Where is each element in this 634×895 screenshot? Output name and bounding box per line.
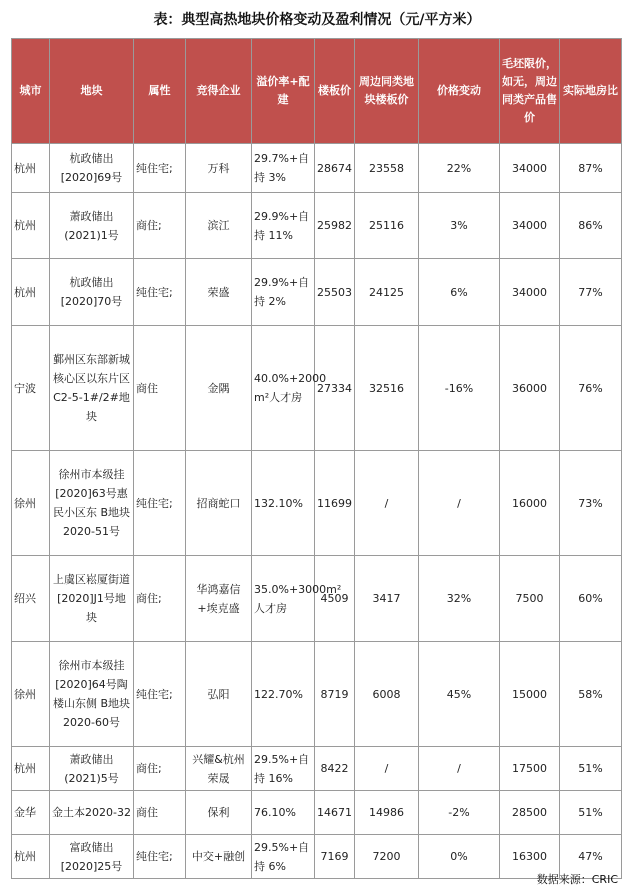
cell-ratio: 51%: [560, 791, 622, 835]
cell-premium: 35.0%+3000m²人才房: [252, 556, 315, 642]
cell-plot: 杭政储出[2020]70号: [50, 259, 134, 326]
header-cap: 毛坯限价，如无，周边同类产品售价: [500, 39, 560, 144]
cell-cap: 16000: [500, 451, 560, 556]
cell-city: 杭州: [12, 835, 50, 879]
cell-cap: 36000: [500, 326, 560, 451]
cell-developer: 金隅: [186, 326, 252, 451]
cell-developer: 弘阳: [186, 642, 252, 747]
cell-plot: 上虞区崧厦街道[2020]J1号地块: [50, 556, 134, 642]
cell-ratio: 47%: [560, 835, 622, 879]
table-row: [12, 451, 622, 556]
cell-attr: 纯住宅;: [134, 451, 186, 556]
cell-premium: 29.9%+自持 11%: [252, 193, 315, 259]
cell-floor-price: 8719: [315, 642, 355, 747]
cell-change: /: [419, 747, 500, 791]
cell-change: 45%: [419, 642, 500, 747]
cell-city: 宁波: [12, 326, 50, 451]
cell-change: 32%: [419, 556, 500, 642]
header-attr: 属性: [134, 39, 186, 144]
cell-change: -2%: [419, 791, 500, 835]
cell-peer-floor: /: [355, 747, 419, 791]
cell-ratio: 60%: [560, 556, 622, 642]
cell-attr: 商住: [134, 326, 186, 451]
table-row: [12, 747, 622, 791]
header-city: 城市: [12, 39, 50, 144]
cell-change: -16%: [419, 326, 500, 451]
cell-city: 杭州: [12, 193, 50, 259]
cell-developer: 兴耀&杭州荣晟: [186, 747, 252, 791]
cell-plot: 萧政储出(2021)5号: [50, 747, 134, 791]
cell-ratio: 51%: [560, 747, 622, 791]
cell-premium: 29.7%+自持 3%: [252, 144, 315, 193]
cell-plot: 金土本2020-32: [50, 791, 134, 835]
cell-premium: 132.10%: [252, 451, 315, 556]
cell-peer-floor: 3417: [355, 556, 419, 642]
cell-city: 徐州: [12, 642, 50, 747]
cell-cap: 28500: [500, 791, 560, 835]
table-row: [12, 259, 622, 326]
cell-attr: 商住;: [134, 556, 186, 642]
cell-attr: 商住;: [134, 193, 186, 259]
land-price-table: [11, 38, 622, 879]
table-row: [12, 193, 622, 259]
cell-city: 杭州: [12, 747, 50, 791]
table-body: [12, 144, 622, 879]
cell-floor-price: 7169: [315, 835, 355, 879]
cell-attr: 商住;: [134, 747, 186, 791]
table-row: [12, 791, 622, 835]
header-row: [12, 39, 622, 144]
header-floor-price: 楼板价: [315, 39, 355, 144]
table-row: [12, 835, 622, 879]
cell-cap: 7500: [500, 556, 560, 642]
cell-ratio: 77%: [560, 259, 622, 326]
cell-change: 6%: [419, 259, 500, 326]
table-row: [12, 556, 622, 642]
cell-change: 0%: [419, 835, 500, 879]
cell-plot: 杭政储出[2020]69号: [50, 144, 134, 193]
header-change: 价格变动: [419, 39, 500, 144]
cell-city: 绍兴: [12, 556, 50, 642]
cell-floor-price: 27334: [315, 326, 355, 451]
cell-cap: 16300: [500, 835, 560, 879]
data-source-note: 数据来源：CRIC: [536, 873, 618, 886]
table-row: [12, 326, 622, 451]
cell-peer-floor: 7200: [355, 835, 419, 879]
cell-cap: 15000: [500, 642, 560, 747]
cell-peer-floor: 24125: [355, 259, 419, 326]
cell-premium: 29.9%+自持 2%: [252, 259, 315, 326]
cell-floor-price: 11699: [315, 451, 355, 556]
cell-plot: 徐州市本级挂[2020]63号惠民小区东 B地块2020-51号: [50, 451, 134, 556]
header-ratio: 实际地房比: [560, 39, 622, 144]
cell-attr: 纯住宅;: [134, 144, 186, 193]
cell-premium: 76.10%: [252, 791, 315, 835]
cell-change: 3%: [419, 193, 500, 259]
cell-premium: 29.5%+自持 6%: [252, 835, 315, 879]
cell-peer-floor: 23558: [355, 144, 419, 193]
table-header: [12, 39, 622, 144]
header-plot: 地块: [50, 39, 134, 144]
cell-plot: 富政储出[2020]25号: [50, 835, 134, 879]
cell-floor-price: 14671: [315, 791, 355, 835]
cell-floor-price: 4509: [315, 556, 355, 642]
cell-attr: 纯住宅;: [134, 642, 186, 747]
cell-change: /: [419, 451, 500, 556]
cell-cap: 17500: [500, 747, 560, 791]
cell-ratio: 76%: [560, 326, 622, 451]
cell-floor-price: 25503: [315, 259, 355, 326]
cell-peer-floor: 32516: [355, 326, 419, 451]
cell-cap: 34000: [500, 144, 560, 193]
cell-developer: 保利: [186, 791, 252, 835]
cell-ratio: 58%: [560, 642, 622, 747]
cell-attr: 纯住宅;: [134, 835, 186, 879]
header-premium: 溢价率+配建: [252, 39, 315, 144]
cell-premium: 29.5%+自持 16%: [252, 747, 315, 791]
cell-developer: 华鸿嘉信+埃克盛: [186, 556, 252, 642]
cell-ratio: 86%: [560, 193, 622, 259]
header-developer: 竞得企业: [186, 39, 252, 144]
cell-cap: 34000: [500, 259, 560, 326]
cell-plot: 鄞州区东部新城核心区以东片区C2-5-1#/2#地块: [50, 326, 134, 451]
table-title: 表：典型高热地块价格变动及盈利情况（元/平方米）: [153, 12, 481, 28]
cell-developer: 滨江: [186, 193, 252, 259]
cell-attr: 商住: [134, 791, 186, 835]
cell-floor-price: 25982: [315, 193, 355, 259]
cell-developer: 万科: [186, 144, 252, 193]
cell-plot: 萧政储出(2021)1号: [50, 193, 134, 259]
cell-peer-floor: 25116: [355, 193, 419, 259]
cell-floor-price: 28674: [315, 144, 355, 193]
cell-peer-floor: /: [355, 451, 419, 556]
header-peer-floor: 周边同类地块楼板价: [355, 39, 419, 144]
cell-developer: 中交+融创: [186, 835, 252, 879]
cell-change: 22%: [419, 144, 500, 193]
cell-developer: 招商蛇口: [186, 451, 252, 556]
cell-peer-floor: 6008: [355, 642, 419, 747]
cell-floor-price: 8422: [315, 747, 355, 791]
cell-ratio: 73%: [560, 451, 622, 556]
cell-premium: 40.0%+2000 m²人才房: [252, 326, 315, 451]
cell-city: 金华: [12, 791, 50, 835]
cell-peer-floor: 14986: [355, 791, 419, 835]
table-row: [12, 144, 622, 193]
cell-city: 杭州: [12, 144, 50, 193]
cell-premium: 122.70%: [252, 642, 315, 747]
table-row: [12, 642, 622, 747]
cell-developer: 荣盛: [186, 259, 252, 326]
cell-cap: 34000: [500, 193, 560, 259]
cell-city: 徐州: [12, 451, 50, 556]
cell-plot: 徐州市本级挂[2020]64号陶楼山东侧 B地块2020-60号: [50, 642, 134, 747]
cell-city: 杭州: [12, 259, 50, 326]
cell-attr: 纯住宅;: [134, 259, 186, 326]
cell-ratio: 87%: [560, 144, 622, 193]
